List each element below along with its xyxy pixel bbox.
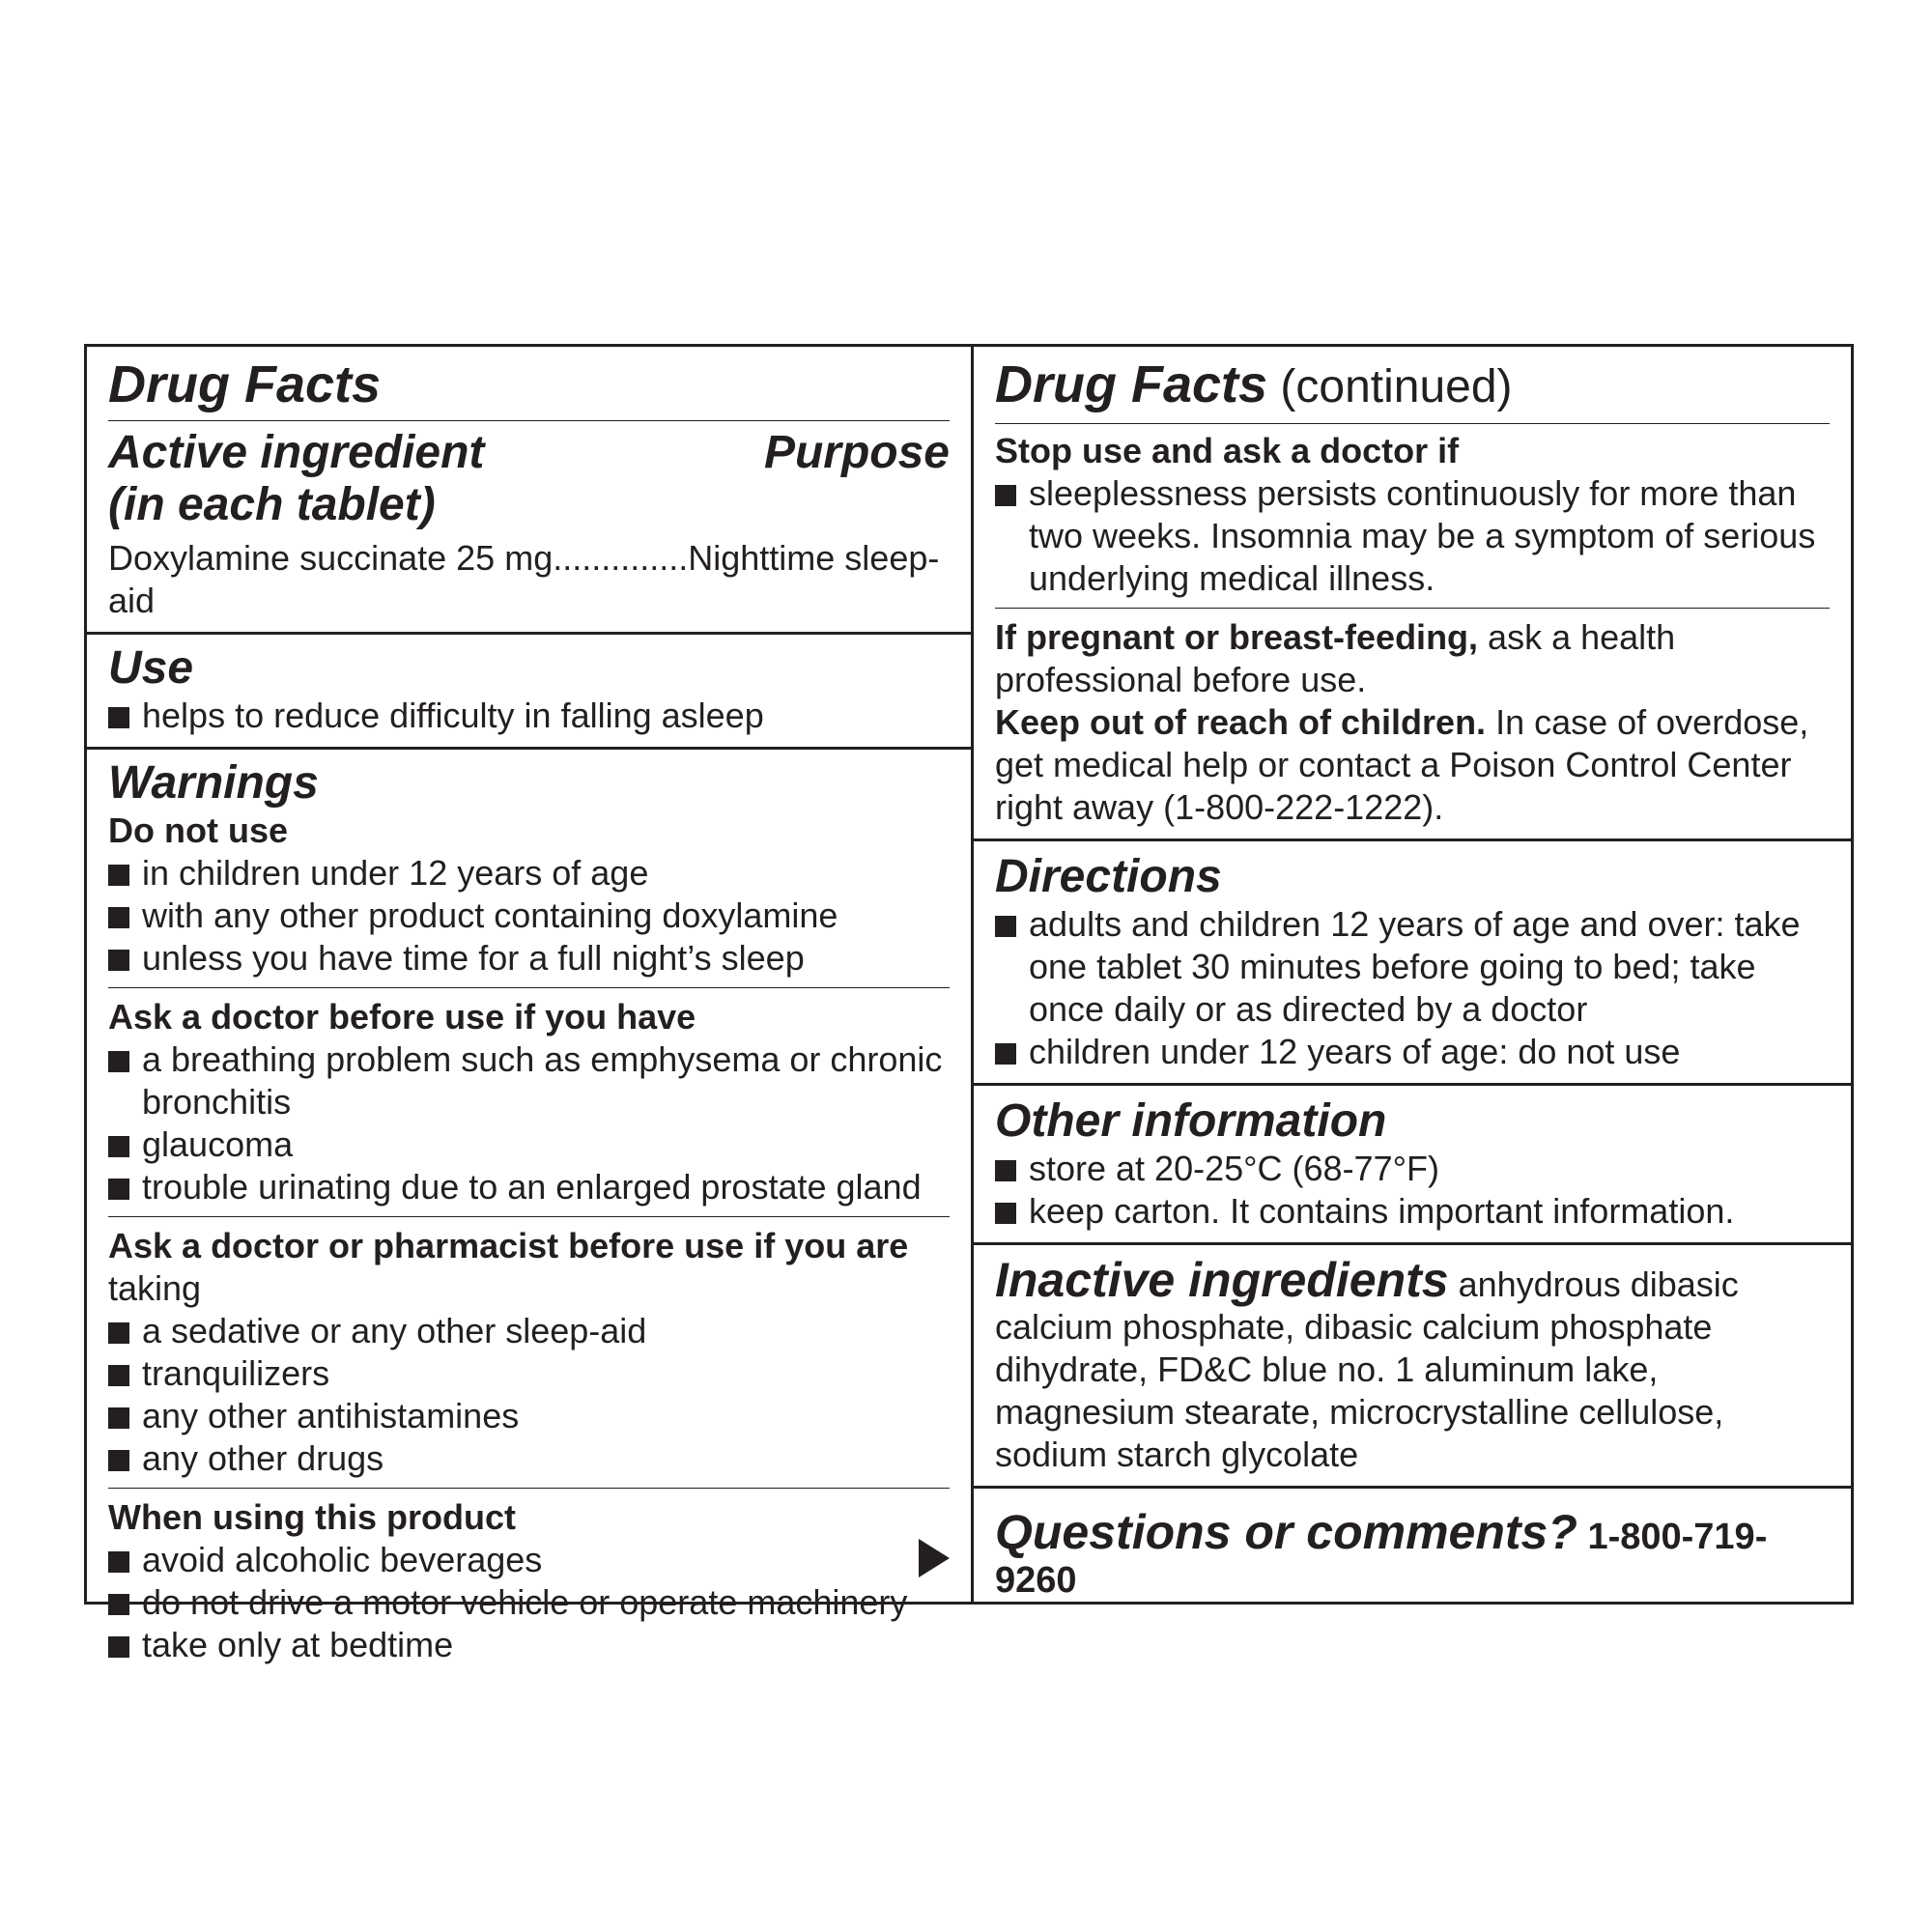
list-item-text: tranquilizers [142, 1353, 330, 1393]
warnings-heading: Warnings [108, 757, 319, 809]
purpose-heading: Purpose [763, 427, 950, 478]
list-item [108, 852, 950, 895]
inactive-ingredients-section [974, 1245, 1851, 1489]
other-info-heading: Other information [995, 1095, 1387, 1147]
use-heading: Use [108, 642, 194, 694]
ask-pharmacist-heading-bold: Ask a doctor or pharmacist before use if you are [108, 1226, 909, 1265]
list-item-text: a sedative or any other sleep-aid [142, 1311, 647, 1350]
left-column [87, 347, 971, 1676]
use-list [108, 695, 950, 737]
list-item-text: do not drive a motor vehicle or operate machinery [142, 1582, 908, 1622]
square-bullet-icon [108, 1636, 129, 1658]
warnings-section [87, 750, 971, 1676]
list-item [108, 1038, 950, 1123]
square-bullet-icon [995, 1160, 1016, 1181]
active-heading-line1: Active ingredient [108, 427, 485, 478]
active-heading-line2: (in each tablet) [108, 479, 436, 530]
square-bullet-icon [995, 1203, 1016, 1224]
inactive-heading: Inactive ingredients [995, 1253, 1449, 1307]
square-bullet-icon [108, 1407, 129, 1429]
list-item-text: a breathing problem such as emphysema or chronic bronchitis [142, 1039, 943, 1122]
list-item [108, 1166, 950, 1208]
square-bullet-icon [108, 707, 129, 728]
list-item-text: any other antihistamines [142, 1396, 520, 1435]
square-bullet-icon [108, 1051, 129, 1072]
list-item [108, 695, 950, 737]
ask-doctor-subsection [108, 996, 950, 1217]
continued-label: (continued) [1267, 361, 1513, 412]
list-item [108, 1310, 950, 1352]
square-bullet-icon [108, 1136, 129, 1157]
drug-facts-title-right: Drug Facts [995, 355, 1268, 413]
directions-heading: Directions [995, 851, 1222, 902]
list-item-text: helps to reduce difficulty in falling asleep [142, 696, 764, 735]
ask-doctor-heading: Ask a doctor before use if you have [108, 997, 696, 1037]
do-not-use-heading: Do not use [108, 810, 288, 850]
ask-pharmacist-subsection [108, 1225, 950, 1489]
list-item-text: children under 12 years of age: do not use [1029, 1032, 1681, 1071]
questions-phone: 1-800-719-9260 [995, 1517, 1768, 1601]
list-item-text: in children under 12 years of age [142, 853, 649, 893]
list-item [108, 1123, 950, 1166]
list-item-text: any other drugs [142, 1438, 384, 1478]
square-bullet-icon [995, 1043, 1016, 1065]
square-bullet-icon [108, 907, 129, 928]
list-item [108, 1539, 950, 1581]
active-ingredient-section [87, 347, 971, 635]
other-info-section [974, 1086, 1851, 1245]
list-item-text: glaucoma [142, 1124, 294, 1164]
square-bullet-icon [995, 916, 1016, 937]
stop-use-list [995, 472, 1830, 608]
active-heading-row [108, 427, 950, 531]
square-bullet-icon [108, 1450, 129, 1471]
list-item-text: keep carton. It contains important information. [1029, 1191, 1735, 1231]
keep-out-rest: In case of overdose, get medical help or contact a Poison Control Center right away (1-800-222-1222). [995, 702, 1809, 827]
square-bullet-icon [108, 1322, 129, 1344]
when-using-list [108, 1539, 950, 1666]
list-item [108, 1437, 950, 1480]
list-item [108, 895, 950, 937]
keep-out-bold: Keep out of reach of children. [995, 702, 1487, 742]
list-item-text: sleeplessness persists continuously for more than two weeks. Insomnia may be a symptom of serious underlying medical illness. [1029, 473, 1816, 598]
questions-section [974, 1489, 1851, 1611]
directions-list [995, 903, 1830, 1073]
list-item [995, 903, 1830, 1031]
use-section [87, 635, 971, 750]
ask-doctor-list [108, 1038, 950, 1216]
drug-facts-title: Drug Facts [108, 347, 950, 421]
list-item [108, 1395, 950, 1437]
questions-heading: Questions or comments? [995, 1505, 1577, 1559]
directions-section [974, 841, 1851, 1086]
stop-use-subsection [995, 430, 1830, 609]
list-item-text: adults and children 12 years of age and over: take one tablet 30 minutes before going to bed; take once daily or as directed by a doctor [1029, 904, 1801, 1029]
keep-out-text [995, 701, 1830, 829]
list-item-text: trouble urinating due to an enlarged prostate gland [142, 1167, 922, 1207]
pregnant-bold: If pregnant or breast-feeding, [995, 617, 1479, 657]
when-using-heading: When using this product [108, 1497, 516, 1537]
ask-pharmacist-list [108, 1310, 950, 1488]
list-item [108, 1352, 950, 1395]
other-info-list [995, 1148, 1830, 1233]
when-using-subsection [108, 1496, 950, 1666]
list-item [108, 1624, 950, 1666]
list-item [995, 1031, 1830, 1073]
do-not-use-list [108, 852, 950, 987]
continue-arrow-icon [919, 1539, 950, 1577]
square-bullet-icon [108, 1365, 129, 1386]
list-item [995, 1190, 1830, 1233]
list-item [108, 937, 950, 980]
list-item-text: unless you have time for a full night’s sleep [142, 938, 805, 978]
pregnant-rest: ask a health professional before use. [995, 617, 1676, 699]
list-item-text: avoid alcoholic beverages [142, 1540, 543, 1579]
square-bullet-icon [108, 1551, 129, 1573]
list-item-text: take only at bedtime [142, 1625, 454, 1664]
list-item [108, 1581, 950, 1624]
stop-use-heading: Stop use and ask a doctor if [995, 431, 1460, 470]
square-bullet-icon [108, 950, 129, 971]
ask-pharmacist-heading [108, 1225, 950, 1310]
list-item [995, 472, 1830, 600]
inactive-text: anhydrous dibasic calcium phosphate, dibasic calcium phosphate dihydrate, FD&C blue no. 1 aluminum lake, magnesium stearate, microcrystalline cellulose, sodium starch glycolate [995, 1264, 1739, 1474]
square-bullet-icon [108, 1594, 129, 1615]
list-item-text: store at 20-25°C (68-77°F) [1029, 1149, 1439, 1188]
ask-pharmacist-heading-rest: taking [108, 1268, 202, 1308]
do-not-use-subsection [108, 810, 950, 988]
stop-use-section [974, 347, 1851, 841]
ingredient-line: Doxylamine succinate 25 mg..............Nighttime sleep-aid [108, 538, 940, 620]
square-bullet-icon [108, 865, 129, 886]
right-column [974, 347, 1851, 1611]
drug-facts-continued-title [995, 347, 1830, 424]
list-item-text: with any other product containing doxylamine [142, 895, 838, 935]
pregnant-text [995, 616, 1830, 701]
list-item [995, 1148, 1830, 1190]
active-ingredient-heading [108, 427, 484, 531]
drug-facts-label [84, 344, 1854, 1664]
square-bullet-icon [108, 1179, 129, 1200]
square-bullet-icon [995, 485, 1016, 506]
